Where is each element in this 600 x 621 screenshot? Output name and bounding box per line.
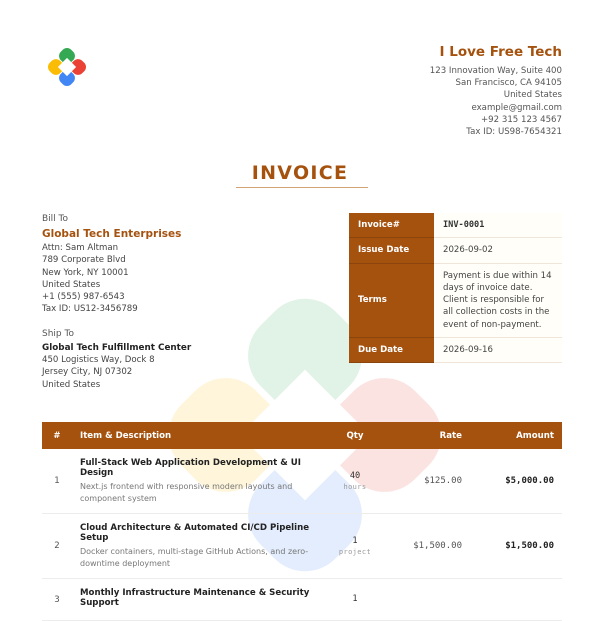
payment-terms: Payment is due within 14 days of invoice date. Client is responsible for all collection costs in the event of non-payment. — [434, 263, 562, 337]
company-tax-id: Tax ID: US98-7654321 — [466, 127, 562, 138]
col-header-qty: Qty — [324, 422, 386, 449]
ship-to-label: Ship To — [42, 329, 74, 339]
diamond-logo-icon — [44, 44, 90, 90]
qty-cell — [324, 514, 386, 579]
table-header-row — [42, 422, 562, 449]
invoice-title: INVOICE — [251, 162, 349, 184]
col-header-number: # — [42, 422, 72, 449]
due-date: 2026-09-16 — [434, 338, 562, 363]
invoice-number: INV-0001 — [434, 213, 562, 238]
amount-cell: $1,500.00 — [470, 514, 562, 579]
company-address-line: 123 Innovation Way, Suite 400 — [429, 66, 562, 76]
ship-to-line: United States — [42, 379, 101, 390]
company-email: example@gmail.com — [471, 102, 562, 113]
bill-to-name: Global Tech Enterprises — [42, 228, 182, 240]
item-description: Next.js frontend with responsive modern layouts and component system — [80, 482, 293, 503]
rate-cell: $1,500.00 — [386, 514, 470, 579]
ship-to-section — [42, 329, 302, 391]
amount-cell — [470, 579, 562, 621]
qty-unit: hours — [343, 483, 367, 491]
meta-row — [349, 338, 562, 363]
company-address-line: United States — [503, 90, 562, 101]
bill-to-line: Tax ID: US12-3456789 — [42, 304, 138, 315]
bill-to-line: New York, NY 10001 — [42, 267, 129, 278]
col-header-rate: Rate — [386, 422, 470, 449]
line-items-table — [42, 422, 562, 621]
table-row — [42, 579, 562, 621]
company-address-line: San Francisco, CA 94105 — [455, 78, 562, 89]
item-cell — [72, 579, 324, 621]
qty-value: 1 — [352, 536, 358, 546]
bill-to-line: 789 Corporate Blvd — [42, 255, 126, 266]
item-name: Full-Stack Web Application Development & UI Design — [80, 458, 301, 478]
meta-label: Invoice# — [349, 213, 434, 238]
table-row — [42, 449, 562, 514]
item-name: Monthly Infrastructure Maintenance & Security Support — [80, 588, 310, 608]
ship-to-line: Jersey City, NJ 07302 — [42, 367, 133, 378]
meta-row — [349, 238, 562, 263]
table-row — [42, 514, 562, 579]
bill-to-label: Bill To — [42, 214, 69, 224]
bill-to-line: Attn: Sam Altman — [42, 243, 119, 253]
qty-cell — [324, 449, 386, 514]
amount-cell: $5,000.00 — [470, 449, 562, 514]
col-header-item: Item & Description — [72, 422, 324, 449]
meta-label: Issue Date — [349, 238, 434, 263]
qty-value: 1 — [352, 593, 358, 604]
bill-to-line: United States — [42, 279, 101, 290]
bill-to-section — [42, 214, 302, 316]
row-number: 3 — [42, 579, 72, 621]
ship-to-line: 450 Logistics Way, Dock 8 — [42, 355, 155, 365]
qty-cell — [324, 579, 386, 621]
bill-to-line: +1 (555) 987-6543 — [42, 292, 125, 303]
rate-cell — [386, 579, 470, 621]
title-underline — [236, 187, 368, 188]
col-header-amount: Amount — [470, 422, 562, 449]
qty-unit: project — [338, 548, 372, 556]
rate-cell: $125.00 — [386, 449, 470, 514]
company-phone: +92 315 123 4567 — [480, 114, 562, 125]
item-cell — [72, 514, 324, 579]
issue-date: 2026-09-02 — [434, 238, 562, 263]
row-number: 1 — [42, 449, 72, 514]
ship-to-name: Global Tech Fulfillment Center — [42, 343, 192, 353]
row-number: 2 — [42, 514, 72, 579]
item-description: Docker containers, multi-stage GitHub Actions, and zero-downtime deployment — [80, 547, 309, 568]
qty-value: 40 — [349, 471, 361, 481]
item-name: Cloud Architecture & Automated CI/CD Pipeline Setup — [80, 523, 310, 543]
meta-row — [349, 213, 562, 238]
meta-label: Due Date — [349, 338, 434, 363]
company-info — [302, 44, 562, 138]
meta-row — [349, 263, 562, 337]
item-cell — [72, 449, 324, 514]
company-name: I Love Free Tech — [439, 44, 562, 60]
invoice-meta-table — [349, 213, 562, 363]
meta-label: Terms — [349, 263, 434, 337]
